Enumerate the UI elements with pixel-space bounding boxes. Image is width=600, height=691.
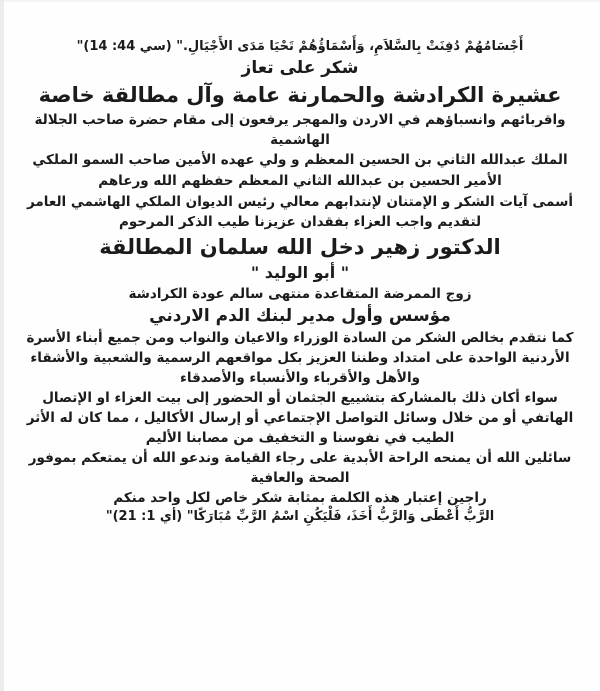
closing-verse: الرَّبُّ أَعْطَى وَالرَّبُّ أَخَذَ، فَلْيَكُنِ اسْمُ الرَّبِّ مُبَارَكًا" (أي 1: 21)" — [105, 509, 495, 524]
spouse-line: زوج الممرضة المتقاعدة منتهى سالم عودة الكرادشة — [128, 286, 472, 302]
gratitude-line: أسمى آيات الشكر و الإمتنان لإنتدابهم معالي رئيس الديوان الملكي الهاشمي العامر — [27, 194, 573, 210]
intro-line: واقربائهم وانسباؤهم في الاردن والمهجر يرفعون إلى مقام حضرة صاحب الجلالة الهاشمية — [34, 112, 566, 148]
family-title: عشيرة الكرادشة والحمارنة عامة وآل مطالقة خاصة — [38, 83, 562, 107]
condolence-line: لتقديم واجب العزاء بفقدان عزيزنا طيب الذكر المرحوم — [118, 214, 482, 230]
deceased-kunya: " أبو الوليد " — [250, 263, 350, 282]
role-line: مؤسس وأول مدير لبنك الدم الاردني — [149, 306, 451, 326]
prayer-line: سائلين الله أن يمنحه الراحة الأبدية على رجاء القيامة وندعو الله أن يمتعكم بموفور الصحة والعافية — [28, 450, 572, 486]
participation-paragraph: سواء أكان ذلك بالمشاركة بتشييع الجثمان أو الحضور إلى بيت العزاء او الإتصال الهاتفي أو من خلال وسائل التواصل الإجتماعي أو إرسال الأكاليل ، مما كان له الأثر الطيب في نفوسنا و التخفيف من مصابنا الأليم — [26, 390, 574, 446]
royal-address-line: الملك عبدالله الثاني بن الحسين المعظم و ولي عهده الأمين صاحب السمو الملكي الأمير الحسين بن عبدالله الثاني المعظم حفظهم الله ورعاهم — [32, 152, 568, 189]
page-top-edge — [0, 0, 600, 2]
notice-title: شكر على تعاز — [241, 58, 359, 78]
opening-verse: أَجْسَامُهُمْ دُفِنَتْ بِالسَّلاَمِ، وَأَسْمَاؤُهُمْ تَحْيَا مَدَى الأَجْيَالِ." (سي 44: 14)" — [76, 39, 524, 54]
thanks-paragraph: كما نتقدم بخالص الشكر من السادة الوزراء والاعيان والنواب ومن جميع أبناء الأسرة الأردنية الواحدة على امتداد وطننا العزيز بكل مواقعهم الرسمية والشعبية والأشقاء والأهل والأقرباء والأنسباء والأصدقاء — [26, 330, 574, 386]
deceased-name: الدكتور زهير دخل الله سلمان المطالقة — [99, 235, 501, 259]
page-left-edge — [0, 0, 4, 691]
request-line: راجين إعتبار هذه الكلمة بمثابة شكر خاص لكل واحد منكم — [113, 490, 487, 506]
